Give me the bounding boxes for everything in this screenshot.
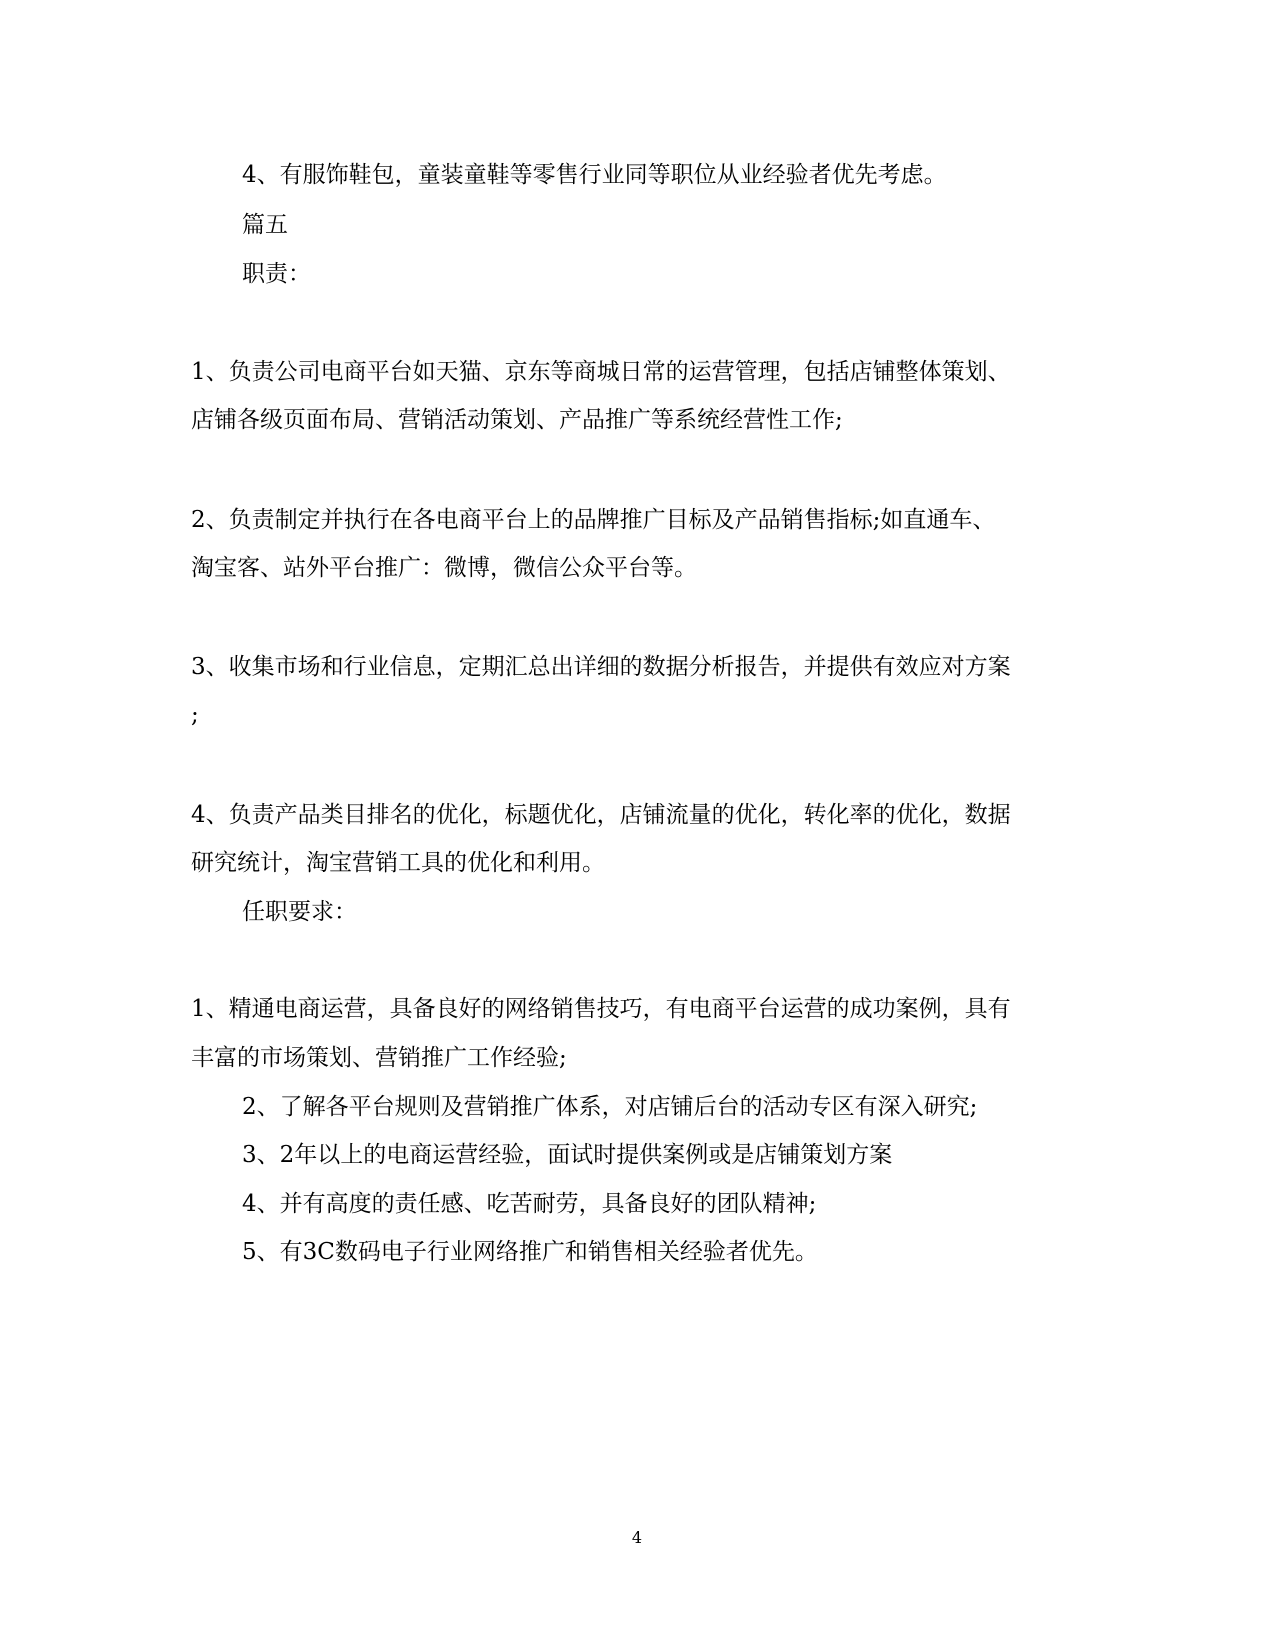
section-heading: 篇五 xyxy=(242,212,288,238)
page-number: 4 xyxy=(631,1528,643,1547)
text-line: 4、并有高度的责任感、吃苦耐劳，具备良好的团队精神; xyxy=(242,1191,817,1217)
text-line: 4、有服饰鞋包，童装童鞋等零售行业同等职位从业经验者优先考虑。 xyxy=(242,162,947,188)
text-line: 3、收集市场和行业信息，定期汇总出详细的数据分析报告，并提供有效应对方案 xyxy=(191,654,1011,680)
text-line: 丰富的市场策划、营销推广工作经验; xyxy=(191,1045,567,1071)
text-line: 1、负责公司电商平台如天猫、京东等商城日常的运营管理，包括店铺整体策划、 xyxy=(191,359,1011,385)
text-line: 4、负责产品类目排名的优化，标题优化，店铺流量的优化，转化率的优化，数据 xyxy=(191,802,1011,828)
text-line: 1、精通电商运营，具备良好的网络销售技巧，有电商平台运营的成功案例，具有 xyxy=(191,996,1011,1022)
text-line: ; xyxy=(191,702,199,728)
text-line: 2、了解各平台规则及营销推广体系，对店铺后台的活动专区有深入研究; xyxy=(242,1094,978,1120)
subheading-requirements: 任职要求： xyxy=(242,899,357,925)
text-line: 2、负责制定并执行在各电商平台上的品牌推广目标及产品销售指标;如直通车、 xyxy=(191,507,996,533)
text-line: 店铺各级页面布局、营销活动策划、产品推广等系统经营性工作; xyxy=(191,407,843,433)
text-line: 研究统计，淘宝营销工具的优化和利用。 xyxy=(191,850,605,876)
text-line: 3、2年以上的电商运营经验，面试时提供案例或是店铺策划方案 xyxy=(242,1142,893,1168)
subheading-duties: 职责： xyxy=(242,261,311,287)
text-line: 5、有3C数码电子行业网络推广和销售相关经验者优先。 xyxy=(242,1239,818,1265)
text-line: 淘宝客、站外平台推广：微博，微信公众平台等。 xyxy=(191,555,697,581)
